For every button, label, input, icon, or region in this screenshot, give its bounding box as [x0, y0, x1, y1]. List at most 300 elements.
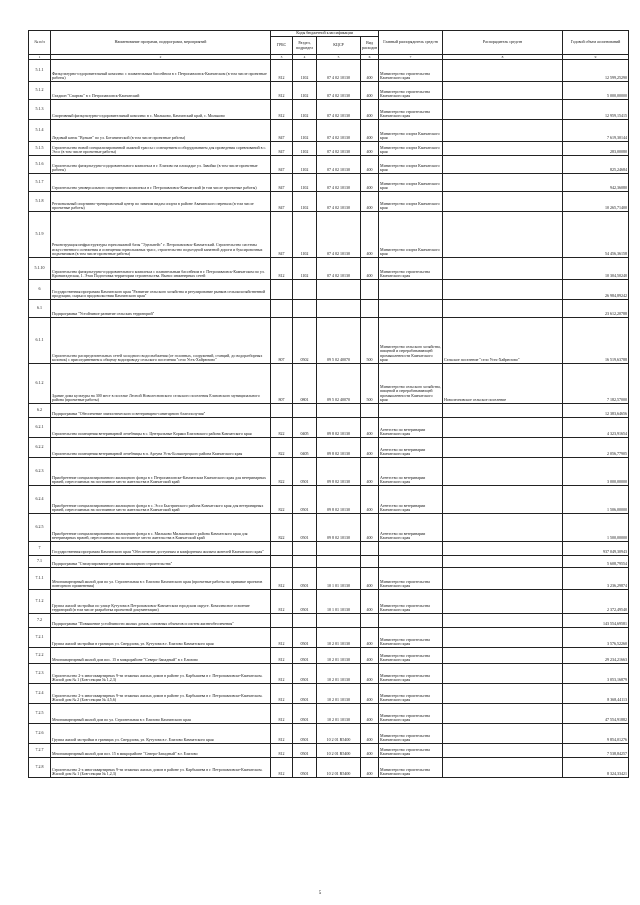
- row-amount: 2 372,49540: [563, 590, 629, 614]
- row-number: 5.1.2: [29, 82, 51, 100]
- row-recipient: [443, 438, 563, 458]
- row-ksr: 09 8 02 10130: [317, 486, 361, 514]
- row-ksr: 10 2 01 10130: [317, 684, 361, 704]
- row-grbs: 812: [271, 258, 293, 280]
- row-vr: 400: [361, 192, 379, 212]
- row-grbs: [271, 280, 293, 300]
- row-ksr: 07 4 02 10130: [317, 192, 361, 212]
- row-ksr: 07 4 02 10130: [317, 174, 361, 192]
- row-grbs: 812: [271, 664, 293, 684]
- row-amount: 825,24684: [563, 156, 629, 174]
- table-row: [29, 614, 629, 628]
- row-recipient: [443, 100, 563, 120]
- row-amount: 16 519,63788: [563, 318, 629, 364]
- row-grbs: [271, 404, 293, 418]
- row-ksr: [317, 542, 361, 556]
- header-ksr: КЦСР: [317, 37, 361, 55]
- table-row: [29, 458, 629, 486]
- row-grbs: [271, 556, 293, 568]
- row-grbs: 812: [271, 568, 293, 590]
- row-amount: 10 265,71400: [563, 192, 629, 212]
- row-name: Подпрограмма "Повышение устойчивости жилых домов, основных объектов и систем жизнеобеспечения": [51, 614, 271, 628]
- row-recipient: [443, 418, 563, 438]
- row-section: 1102: [293, 120, 317, 142]
- row-number: 5.1.1: [29, 60, 51, 82]
- row-executor: Агентство по ветеринарии Камчатского края: [379, 418, 443, 438]
- row-section: 0801: [293, 364, 317, 404]
- row-section: 1102: [293, 60, 317, 82]
- row-recipient: [443, 542, 563, 556]
- row-number: 7.2.5: [29, 704, 51, 724]
- row-ksr: [317, 300, 361, 318]
- row-vr: 400: [361, 458, 379, 486]
- row-name: Многоквартирный жилой дом пос. 15 в микрорайоне "Северо-Западный" в г. Елизово: [51, 648, 271, 664]
- row-executor: Министерство строительства Камчатского края: [379, 704, 443, 724]
- row-section: 0501: [293, 458, 317, 486]
- row-recipient: [443, 82, 563, 100]
- row-section: 0501: [293, 568, 317, 590]
- header-vr: Вид расходов: [361, 37, 379, 55]
- row-section: 1102: [293, 142, 317, 156]
- table-row: [29, 514, 629, 542]
- row-grbs: 812: [271, 758, 293, 778]
- row-executor: Агентство по ветеринарии Камчатского края: [379, 438, 443, 458]
- row-amount: 8 324,33421: [563, 758, 629, 778]
- column-number: 4: [293, 55, 317, 60]
- row-grbs: [271, 542, 293, 556]
- row-grbs: 812: [271, 724, 293, 744]
- row-amount: 5 000,00000: [563, 82, 629, 100]
- header-recipient: Распорядитель средств: [443, 31, 563, 55]
- row-section: 0501: [293, 724, 317, 744]
- row-executor: Министерство строительства Камчатского края: [379, 258, 443, 280]
- row-executor: Министерство строительства Камчатского края: [379, 724, 443, 744]
- row-number: 5.1.6: [29, 156, 51, 174]
- row-name: Здание дома культуры на 300 мест в поселке Лесной Новолесновского сельского поселения Елизовского муниципального района (проектные работы): [51, 364, 271, 404]
- row-number: 5.1.8: [29, 192, 51, 212]
- row-recipient: [443, 142, 563, 156]
- row-number: 6.1.2: [29, 364, 51, 404]
- row-number: 6.2.4: [29, 486, 51, 514]
- row-ksr: 10 2 01 R5400: [317, 758, 361, 778]
- row-section: [293, 556, 317, 568]
- row-ksr: 10 2 01 10130: [317, 704, 361, 724]
- row-amount: 3 000,00000: [563, 458, 629, 486]
- row-amount: 4 323,91654: [563, 418, 629, 438]
- row-ksr: 07 4 02 10130: [317, 258, 361, 280]
- row-amount: 8 368,44113: [563, 684, 629, 704]
- row-amount: 26 984,89242: [563, 280, 629, 300]
- row-name: Многоквартирный жилой дом по ул. Строительная в г. Елизово Камчатского края: [51, 704, 271, 724]
- row-grbs: 847: [271, 192, 293, 212]
- row-ksr: 10 2 01 10130: [317, 648, 361, 664]
- row-name: Спортивный физкультурно-оздоровительный комплекс в с. Мильково, Камчатский край, с. Мильково: [51, 100, 271, 120]
- row-grbs: 812: [271, 648, 293, 664]
- row-vr: 500: [361, 364, 379, 404]
- row-vr: 400: [361, 142, 379, 156]
- row-executor: Министерство строительства Камчатского края: [379, 684, 443, 704]
- row-amount: 12 383,64656: [563, 404, 629, 418]
- row-section: 0501: [293, 684, 317, 704]
- row-number: 6.2.2: [29, 438, 51, 458]
- row-grbs: 822: [271, 438, 293, 458]
- row-ksr: 09 8 02 10130: [317, 514, 361, 542]
- table-row: [29, 664, 629, 684]
- table-row: [29, 318, 629, 364]
- column-number: 1: [29, 55, 51, 60]
- row-recipient: [443, 568, 563, 590]
- row-recipient: [443, 704, 563, 724]
- column-number: 6: [361, 55, 379, 60]
- table-row: [29, 724, 629, 744]
- header-grbs: ГРБС: [271, 37, 293, 55]
- row-grbs: 812: [271, 628, 293, 648]
- row-section: 1102: [293, 100, 317, 120]
- row-executor: Министерство спорта Камчатского края: [379, 212, 443, 258]
- row-number: 5.1.7: [29, 174, 51, 192]
- row-executor: [379, 614, 443, 628]
- row-amount: 7 619,30144: [563, 120, 629, 142]
- row-section: 1102: [293, 156, 317, 174]
- row-recipient: [443, 684, 563, 704]
- table-row: [29, 758, 629, 778]
- row-amount: 1 500,00000: [563, 514, 629, 542]
- row-section: [293, 404, 317, 418]
- row-ksr: 07 4 02 10130: [317, 120, 361, 142]
- row-name: Подпрограмма "Обеспечение эпизоотического и ветеринарно-санитарного благополучия": [51, 404, 271, 418]
- column-number: 7: [379, 55, 443, 60]
- row-recipient: [443, 590, 563, 614]
- row-vr: [361, 280, 379, 300]
- row-amount: 2 056,77905: [563, 438, 629, 458]
- column-number: 5: [317, 55, 361, 60]
- table-row: [29, 258, 629, 280]
- row-recipient: [443, 744, 563, 758]
- row-section: 0501: [293, 664, 317, 684]
- row-name: Строительство помещения ветеринарной лечебницы в с. Центральные Коряки Елизовского района Камчатского края: [51, 418, 271, 438]
- row-amount: 12 959,15415: [563, 100, 629, 120]
- row-section: 1102: [293, 192, 317, 212]
- row-executor: Министерство спорта Камчатского края: [379, 192, 443, 212]
- row-grbs: 812: [271, 60, 293, 82]
- row-number: 7.1.2: [29, 590, 51, 614]
- row-vr: 400: [361, 744, 379, 758]
- row-vr: 400: [361, 60, 379, 82]
- row-name: Физкультурно-оздоровительный комплекс с плавательным бассейном в г. Петропавловск-Камчатском (в том числе проектные работы): [51, 60, 271, 82]
- row-ksr: 10 2 01 R5400: [317, 724, 361, 744]
- table-row: [29, 418, 629, 438]
- row-name: Строительство физкультурно-оздоровительного комплекса в г. Елизово на площадке ул. Завойко (в том числе проектные работы): [51, 156, 271, 174]
- row-amount: 12 599,25290: [563, 60, 629, 82]
- table-row: [29, 486, 629, 514]
- row-vr: 400: [361, 258, 379, 280]
- row-number: 7.2.4: [29, 684, 51, 704]
- row-recipient: [443, 258, 563, 280]
- row-recipient: [443, 486, 563, 514]
- table-row: [29, 568, 629, 590]
- row-amount: 54 456,36158: [563, 212, 629, 258]
- table-row: [29, 556, 629, 568]
- table-row: [29, 156, 629, 174]
- table-row: [29, 82, 629, 100]
- row-vr: 400: [361, 100, 379, 120]
- budget-table: [28, 30, 629, 778]
- row-number: 5.1.9: [29, 212, 51, 258]
- row-executor: Министерство строительства Камчатского края: [379, 648, 443, 664]
- row-section: 0501: [293, 514, 317, 542]
- row-vr: 400: [361, 438, 379, 458]
- row-grbs: 822: [271, 486, 293, 514]
- row-section: 1102: [293, 212, 317, 258]
- row-executor: [379, 556, 443, 568]
- row-grbs: 807: [271, 364, 293, 404]
- row-name: Приобретение специализированного жилищного фонда в с. Эссо Быстринского района Камчатского края для ветеринарных врачей, переселяемых на постоянное место жительства в Камчатский край: [51, 486, 271, 514]
- row-ksr: [317, 404, 361, 418]
- row-grbs: 812: [271, 82, 293, 100]
- row-section: 0501: [293, 486, 317, 514]
- row-name: Реконструкция инфраструктуры горнолыжной базы "Эдельвейс" г. Петропавловск-Камчатский. Строительство системы искусственного оснежения и освещения горнолыжных трасс, строительство подъездной канатной дороги и буксировочных подъемников (в том числе проектные работы): [51, 212, 271, 258]
- row-amount: 10 304,50240: [563, 258, 629, 280]
- row-executor: Министерство строительства Камчатского края: [379, 60, 443, 82]
- row-executor: [379, 280, 443, 300]
- row-name: Группа жилой застройки в границах ул. Свердлова, ул. Кутузова в г. Елизово Камчатского края: [51, 724, 271, 744]
- header-section: Раздел, подраздел: [293, 37, 317, 55]
- row-ksr: [317, 614, 361, 628]
- row-recipient: [443, 724, 563, 744]
- row-number: 7.2.8: [29, 758, 51, 778]
- row-grbs: 812: [271, 590, 293, 614]
- row-vr: 400: [361, 684, 379, 704]
- row-amount: 3 053,16879: [563, 664, 629, 684]
- row-amount: 7 182,57000: [563, 364, 629, 404]
- row-number: 7.1.1: [29, 568, 51, 590]
- header-name: Наименование программ, подпрограмм, мероприятий: [51, 31, 271, 55]
- row-ksr: 07 4 02 10130: [317, 82, 361, 100]
- row-number: 6.2.5: [29, 514, 51, 542]
- row-recipient: [443, 212, 563, 258]
- row-grbs: 847: [271, 212, 293, 258]
- row-executor: Министерство спорта Камчатского края: [379, 120, 443, 142]
- row-name: Строительство новой специализированной лыжной трассы с освещением и оборудованием для проведения соревнований в с. Эссо (в том числе проектные работы): [51, 142, 271, 156]
- row-recipient: Сельское поселение "село Усть-Хайрюзово": [443, 318, 563, 364]
- row-recipient: [443, 120, 563, 142]
- row-recipient: [443, 758, 563, 778]
- table-row: [29, 192, 629, 212]
- row-grbs: 847: [271, 142, 293, 156]
- row-vr: [361, 614, 379, 628]
- row-number: 6.1: [29, 300, 51, 318]
- row-executor: Министерство строительства Камчатского края: [379, 758, 443, 778]
- table-row: [29, 590, 629, 614]
- row-recipient: [443, 404, 563, 418]
- row-name: Строительство физкультурно-оздоровительного комплекса с плавательным бассейном в г. Петропавловск-Камчатском по ул. Кронштадтская, 1. Этап Подготовка территории строительства. Вынос инженерных сетей: [51, 258, 271, 280]
- row-executor: Министерство сельского хозяйства, пищевой и перерабатывающей промышленности Камчатского края: [379, 364, 443, 404]
- column-number: 2: [51, 55, 271, 60]
- row-vr: 400: [361, 120, 379, 142]
- row-grbs: [271, 300, 293, 318]
- row-amount: 5 608,79554: [563, 556, 629, 568]
- row-ksr: 10 2 01 R5400: [317, 744, 361, 758]
- row-vr: 400: [361, 648, 379, 664]
- row-recipient: [443, 514, 563, 542]
- row-ksr: 09 8 02 10130: [317, 458, 361, 486]
- row-executor: Министерство строительства Камчатского края: [379, 590, 443, 614]
- row-section: [293, 614, 317, 628]
- table-body: [29, 60, 629, 778]
- row-vr: 400: [361, 628, 379, 648]
- row-executor: Агентство по ветеринарии Камчатского края: [379, 514, 443, 542]
- row-vr: 400: [361, 174, 379, 192]
- row-amount: 9 854,01276: [563, 724, 629, 744]
- row-recipient: [443, 174, 563, 192]
- row-grbs: 812: [271, 704, 293, 724]
- table-row: [29, 100, 629, 120]
- row-name: Ледовый каток "Вулкан" по ул. Ботанической (в том числе проектные работы): [51, 120, 271, 142]
- row-number: 6.1.1: [29, 318, 51, 364]
- row-name: Приобретение специализированного жилищного фонда в г. Петропавловске-Камчатском Камчатского края для ветеринарных врачей, переселяемых на постоянное место жительства в Камчатский край: [51, 458, 271, 486]
- table-row: [29, 212, 629, 258]
- row-name: Многоквартирный жилой дом поз. 15 в микрорайоне "Северо-Западный" в г. Елизово: [51, 744, 271, 758]
- row-ksr: 07 4 02 10130: [317, 142, 361, 156]
- row-name: Подпрограмма "Устойчивое развитие сельских территорий": [51, 300, 271, 318]
- row-recipient: [443, 648, 563, 664]
- row-amount: 3 576,52260: [563, 628, 629, 648]
- row-number: 7.2.1: [29, 628, 51, 648]
- table-row: [29, 704, 629, 724]
- row-number: 7.1: [29, 556, 51, 568]
- row-amount: 23 612,20788: [563, 300, 629, 318]
- row-name: Строительство распределительных сетей холодного водоснабжения (от головных, сооружений, станций, до водоразборных колонок) с присоединением к общему водопроводу сельского поселения "село Усть-Хайрюзово": [51, 318, 271, 364]
- row-section: 0405: [293, 418, 317, 438]
- table-row: [29, 684, 629, 704]
- row-grbs: 822: [271, 458, 293, 486]
- row-section: 0501: [293, 704, 317, 724]
- row-number: 7: [29, 542, 51, 556]
- row-recipient: [443, 192, 563, 212]
- row-recipient: [443, 614, 563, 628]
- row-ksr: 07 4 02 10130: [317, 60, 361, 82]
- table-row: [29, 142, 629, 156]
- row-executor: Министерство строительства Камчатского края: [379, 82, 443, 100]
- table-row: [29, 300, 629, 318]
- row-vr: 400: [361, 156, 379, 174]
- table-row: [29, 280, 629, 300]
- row-section: 1102: [293, 174, 317, 192]
- row-name: Региональный спортивно-тренировочный центр по зимним видам спорта в районе Авачинского перевала (в том числе проектные работы): [51, 192, 271, 212]
- row-name: Строительство универсального спортивного комплекса в г. Петропавловск-Камчатский (в том числе проектные работы): [51, 174, 271, 192]
- row-name: Строительство 2-х многоквартирных 9-ти этажных жилых домов в районе ул. Карбышева в г. Петропавловске-Камчатском. Жилой дом № 2 (Бов-секции № 4,5,6): [51, 684, 271, 704]
- row-number: 7.2.7: [29, 744, 51, 758]
- table-row: [29, 542, 629, 556]
- header-amount: Годовой объем ассигнований: [563, 31, 629, 55]
- row-recipient: [443, 628, 563, 648]
- row-ksr: 09 8 02 10130: [317, 438, 361, 458]
- row-number: 6.2.1: [29, 418, 51, 438]
- row-grbs: 847: [271, 174, 293, 192]
- row-executor: Министерство спорта Камчатского края: [379, 142, 443, 156]
- row-number: 6.2: [29, 404, 51, 418]
- row-name: Стадион "Спартак" в г. Петропавловск-Камчатский: [51, 82, 271, 100]
- row-name: Строительство помещения ветеринарной лечебницы в п. Аргуна Усть-Большерецкого района Камчатского края: [51, 438, 271, 458]
- row-vr: 400: [361, 82, 379, 100]
- row-vr: 400: [361, 568, 379, 590]
- row-recipient: [443, 664, 563, 684]
- row-ksr: 07 4 02 10130: [317, 156, 361, 174]
- row-executor: Министерство строительства Камчатского края: [379, 568, 443, 590]
- row-ksr: 10 1 01 10130: [317, 568, 361, 590]
- row-recipient: Новолесновское сельское поселение: [443, 364, 563, 404]
- row-ksr: 09 5 02 40070: [317, 318, 361, 364]
- row-section: 0501: [293, 744, 317, 758]
- row-executor: Агентство по ветеринарии Камчатского края: [379, 458, 443, 486]
- row-number: 5.1.3: [29, 100, 51, 120]
- row-vr: [361, 542, 379, 556]
- row-recipient: [443, 60, 563, 82]
- row-name: Государственная программа Камчатского края "Обеспечение доступным и комфортным жильем жителей Камчатского края": [51, 542, 271, 556]
- row-number: 7.2.2: [29, 648, 51, 664]
- row-amount: 7 538,84257: [563, 744, 629, 758]
- row-vr: 400: [361, 664, 379, 684]
- row-executor: [379, 542, 443, 556]
- page-number: 5: [318, 891, 322, 896]
- row-executor: Министерство строительства Камчатского края: [379, 628, 443, 648]
- table-row: [29, 744, 629, 758]
- row-grbs: 847: [271, 120, 293, 142]
- row-amount: 143 554,69581: [563, 614, 629, 628]
- row-number: 7.2.6: [29, 724, 51, 744]
- row-section: [293, 280, 317, 300]
- row-vr: 400: [361, 486, 379, 514]
- row-grbs: 822: [271, 514, 293, 542]
- row-executor: [379, 300, 443, 318]
- header-num: № п/п: [29, 31, 51, 55]
- row-number: 7.2: [29, 614, 51, 628]
- table-row: [29, 120, 629, 142]
- row-name: Группа жилой застройки по улице Кутузова в Петропавловск-Камчатском городском округе. Комплексное освоение территорий (в том числе разработка проектной документации): [51, 590, 271, 614]
- row-number: 5.1.4: [29, 120, 51, 142]
- row-vr: 400: [361, 704, 379, 724]
- row-ksr: [317, 556, 361, 568]
- row-ksr: 09 8 02 10130: [317, 418, 361, 438]
- row-amount: 29 234,21663: [563, 648, 629, 664]
- row-executor: Министерство строительства Камчатского края: [379, 664, 443, 684]
- row-name: Группа жилой застройки в границах ул. Свердлова, ул. Кутузова в г. Елизово Камчатского края: [51, 628, 271, 648]
- header-executor: Главный распорядитель средств: [379, 31, 443, 55]
- row-vr: 400: [361, 418, 379, 438]
- row-vr: 400: [361, 212, 379, 258]
- row-vr: 400: [361, 590, 379, 614]
- row-recipient: [443, 458, 563, 486]
- row-grbs: [271, 614, 293, 628]
- row-name: Приобретение специализированного жилищного фонда в с. Мильково Мильковского района Камчатского края для ветеринарных врачей, переселяемых на постоянное место жительства в Камчатский край: [51, 514, 271, 542]
- row-vr: [361, 556, 379, 568]
- row-recipient: [443, 300, 563, 318]
- row-amount: 47 554,91882: [563, 704, 629, 724]
- row-section: 0405: [293, 438, 317, 458]
- row-grbs: 812: [271, 100, 293, 120]
- table-row: [29, 60, 629, 82]
- row-executor: Министерство строительства Камчатского края: [379, 100, 443, 120]
- row-executor: Министерство спорта Камчатского края: [379, 156, 443, 174]
- row-amount: 283,00080: [563, 142, 629, 156]
- row-name: Строительство 2-х многоквартирных 9-ти этажных жилых домов в районе ул. Карбышева в г. Петропавловске-Камчатском. Жилой дом № 1 (Бов-секции № 1,2,3): [51, 664, 271, 684]
- row-executor: Агентство по ветеринарии Камчатского края: [379, 486, 443, 514]
- row-ksr: 10 2 01 10130: [317, 628, 361, 648]
- header-codes-group: Коды бюджетной классификации: [271, 31, 379, 37]
- row-recipient: [443, 156, 563, 174]
- row-executor: Министерство спорта Камчатского края: [379, 174, 443, 192]
- row-section: 0502: [293, 318, 317, 364]
